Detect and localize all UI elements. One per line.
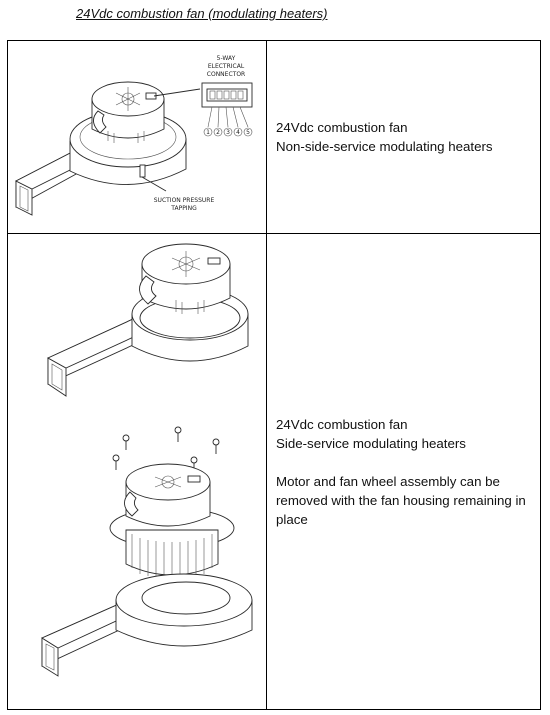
- section-heading: 24Vdc combustion fan (modulating heaters): [76, 6, 328, 21]
- fan-type-line: 24Vdc combustion fan: [276, 416, 408, 432]
- pin-label: 1: [206, 129, 210, 136]
- side-service-fan-exploded-drawing: [8, 234, 266, 709]
- connector-callout-label: CONNECTOR: [206, 71, 246, 78]
- pin-label: 2: [216, 129, 220, 136]
- pin-label: 5: [246, 129, 250, 136]
- removal-note: Motor and fan wheel assembly can be removed with the fan housing remaining in place: [276, 473, 526, 527]
- pin-label: 4: [236, 129, 240, 136]
- fan-type-line: 24Vdc combustion fan: [276, 120, 408, 135]
- fan-illustration-cell: [8, 41, 267, 234]
- connector-callout-label: ELECTRICAL: [207, 63, 245, 70]
- non-side-service-fan-drawing: [8, 41, 266, 233]
- tapping-callout-label: SUCTION PRESSURE: [153, 197, 215, 204]
- heater-type-line: Side-service modulating heaters: [276, 435, 466, 451]
- heater-type-line: Non-side-service modulating heaters: [276, 139, 493, 154]
- pin-label: 3: [226, 129, 230, 136]
- tapping-callout-label: TAPPING: [171, 205, 197, 212]
- fan-illustration-cell: [8, 234, 267, 710]
- fan-description-cell: [267, 234, 541, 710]
- connector-callout-label: 5-WAY: [216, 55, 236, 62]
- table-row: [8, 41, 541, 234]
- fan-spec-table: [7, 40, 541, 710]
- table-row: [8, 234, 541, 710]
- fan-description-cell: [267, 41, 541, 234]
